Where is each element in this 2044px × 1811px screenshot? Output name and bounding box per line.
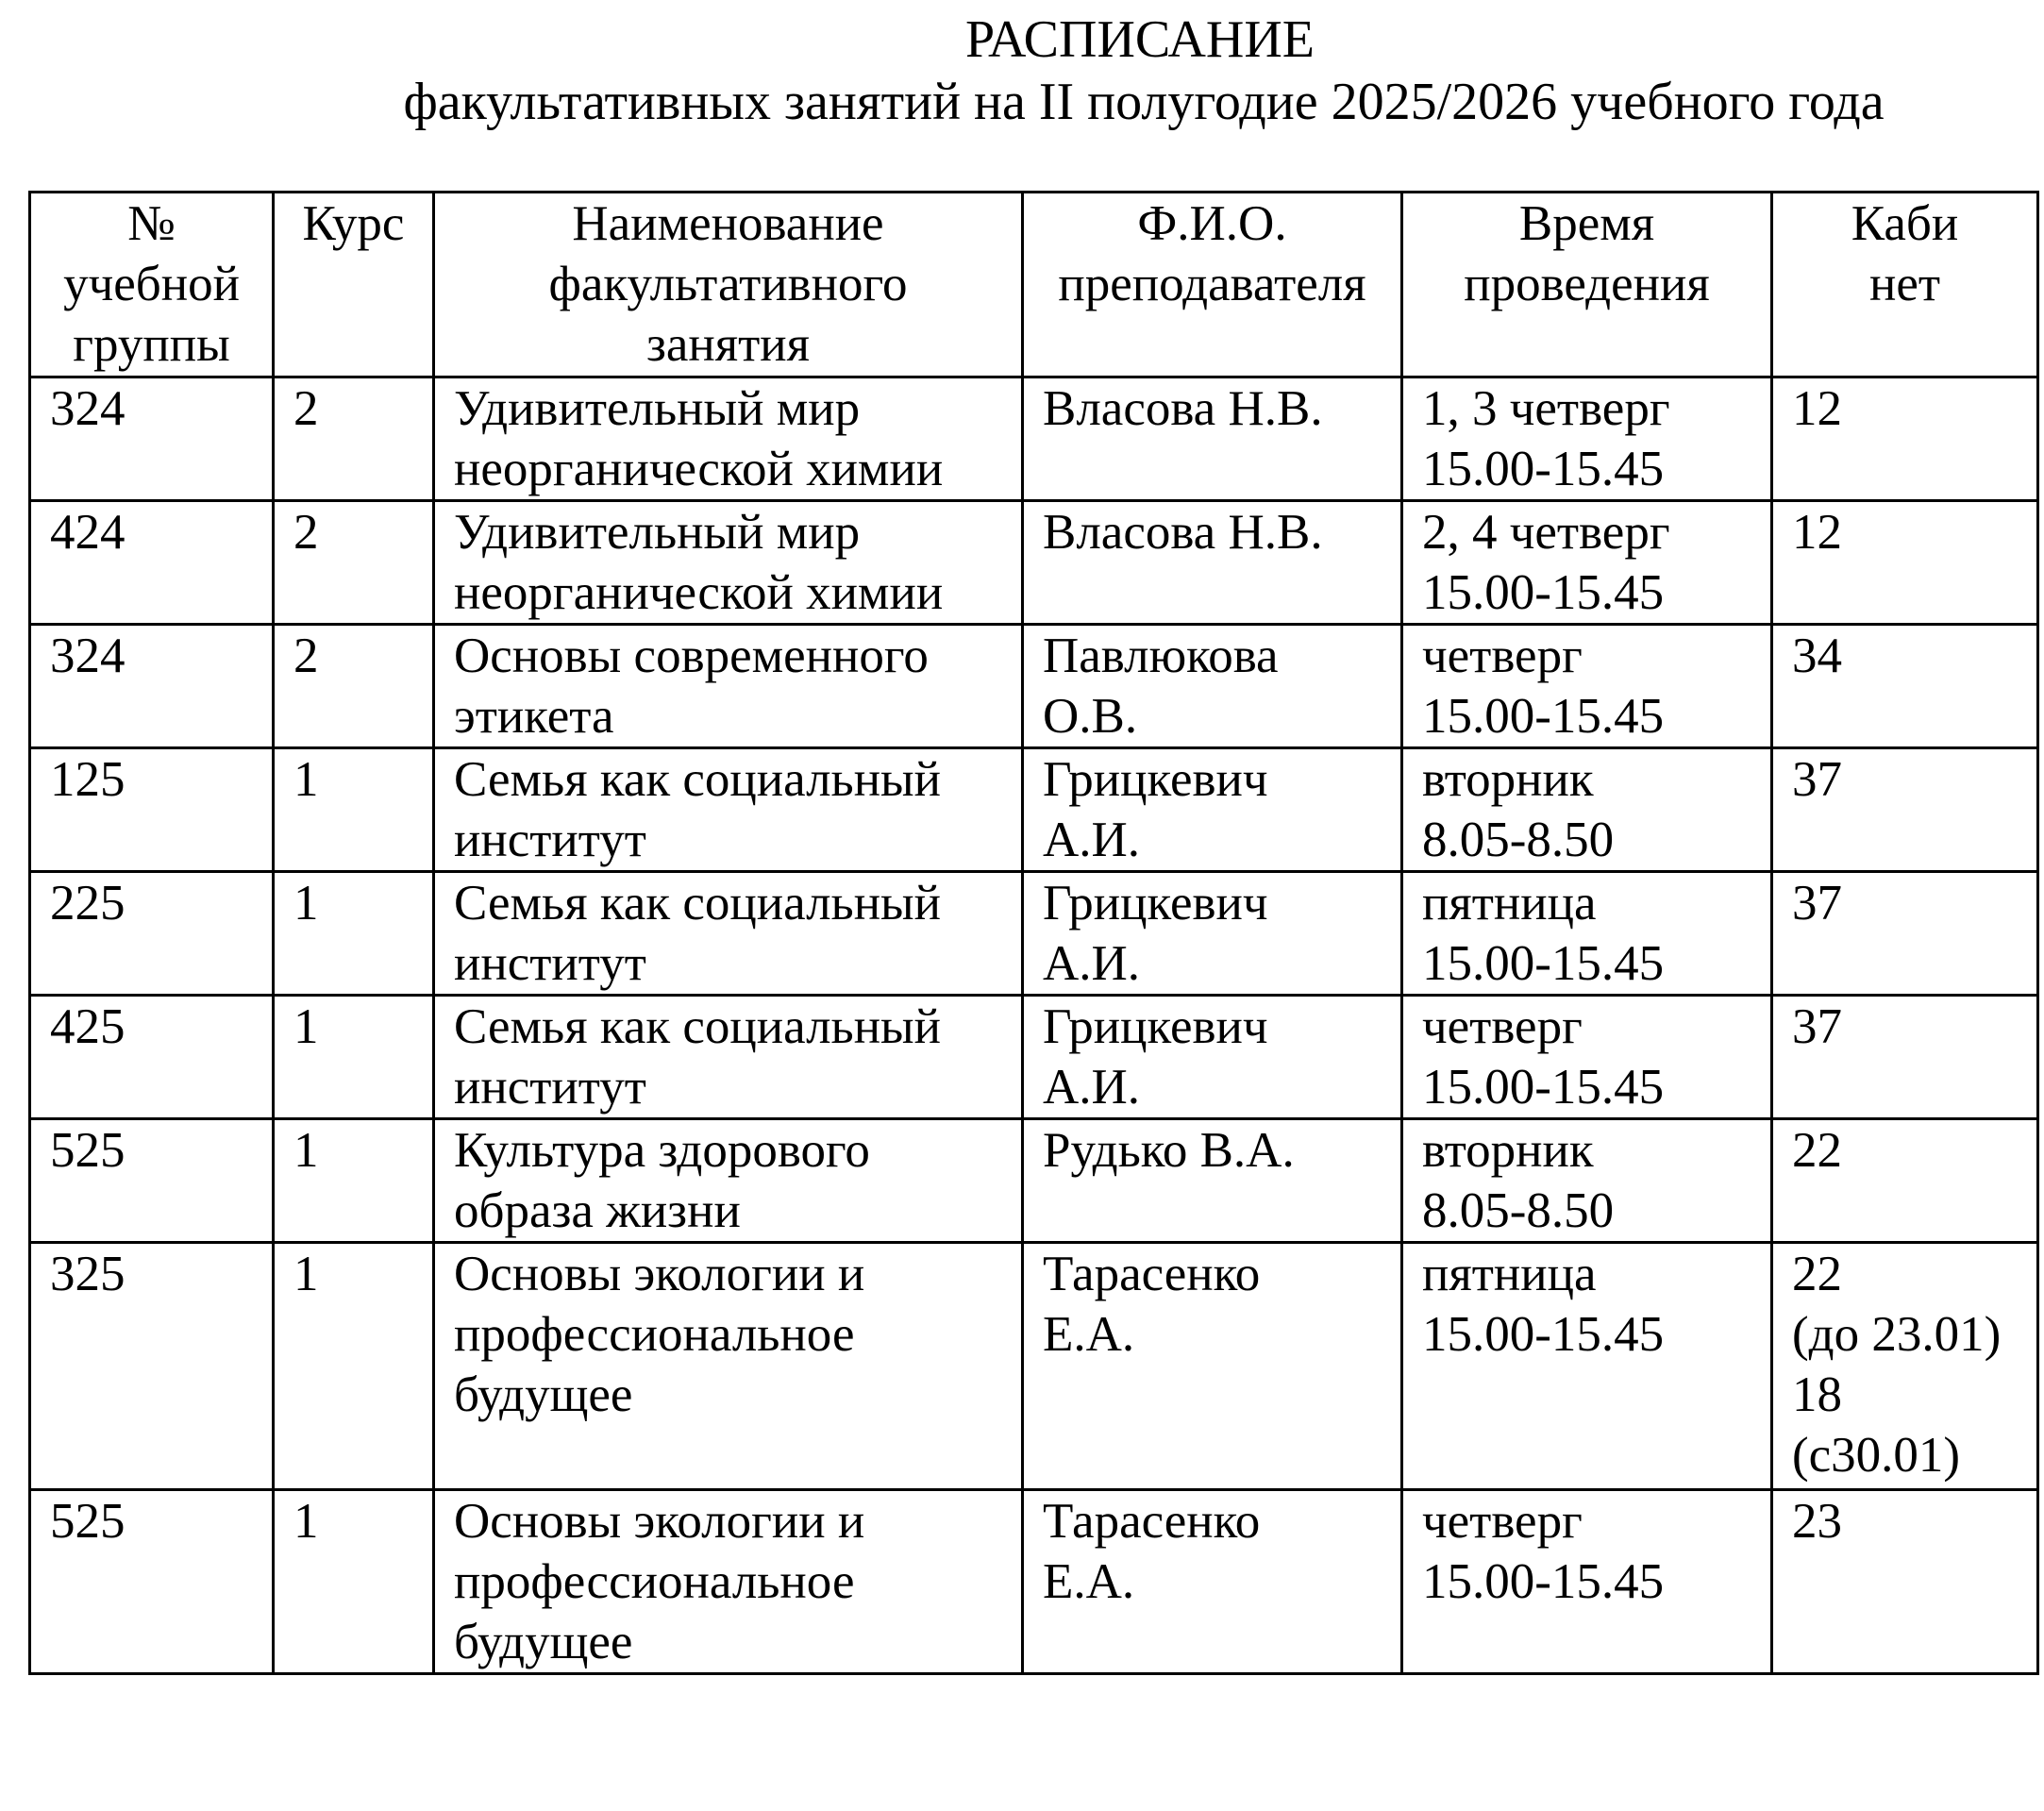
group-value: 325	[50, 1247, 126, 1301]
document-title: РАСПИСАНИЕ	[965, 10, 1315, 69]
room-value: 37	[1792, 752, 1842, 807]
subject-value: Семья как социальный институт	[454, 999, 942, 1115]
course-cell	[274, 872, 434, 996]
teacher-cell	[1023, 501, 1402, 625]
schedule-header	[30, 193, 2038, 377]
group-value: 425	[50, 999, 126, 1054]
time-value: четверг 15.00-15.45	[1422, 629, 1665, 744]
time-value: четверг 15.00-15.45	[1422, 999, 1665, 1115]
course-value: 1	[293, 752, 319, 807]
room-cell	[1772, 501, 2038, 625]
group-value: 525	[50, 1123, 126, 1178]
subject-cell	[434, 1243, 1023, 1490]
group-cell	[30, 1119, 274, 1243]
subject-cell	[434, 996, 1023, 1119]
group-value: 324	[50, 629, 126, 683]
group-cell	[30, 872, 274, 996]
course-value: 1	[293, 1494, 319, 1549]
column-header-course	[274, 193, 434, 377]
room-cell	[1772, 1119, 2038, 1243]
column-header-teacher-label: Ф.И.О. преподавателя	[1058, 196, 1366, 311]
teacher-value: Власова Н.В.	[1043, 381, 1323, 436]
group-cell	[30, 996, 274, 1119]
room-cell	[1772, 625, 2038, 748]
course-cell	[274, 1490, 434, 1674]
time-value: четверг 15.00-15.45	[1422, 1494, 1665, 1609]
teacher-cell	[1023, 377, 1402, 501]
time-cell	[1402, 1243, 1772, 1490]
course-value: 2	[293, 505, 319, 560]
table-row	[30, 501, 2038, 625]
course-value: 1	[293, 1123, 319, 1178]
column-header-group-label: № учебной группы	[63, 196, 240, 372]
group-value: 324	[50, 381, 126, 436]
table-row	[30, 1243, 2038, 1490]
room-value: 12	[1792, 505, 1842, 560]
time-cell	[1402, 501, 1772, 625]
room-value: 37	[1792, 876, 1842, 931]
column-header-room	[1772, 193, 2038, 377]
table-row	[30, 625, 2038, 748]
teacher-value: Павлюкова О.В.	[1043, 629, 1279, 744]
group-value: 125	[50, 752, 126, 807]
course-cell	[274, 1243, 434, 1490]
schedule-table	[28, 191, 2039, 1675]
column-header-time	[1402, 193, 1772, 377]
time-cell	[1402, 1119, 1772, 1243]
teacher-cell	[1023, 996, 1402, 1119]
subject-value: Основы современного этикета	[454, 629, 929, 744]
time-cell	[1402, 377, 1772, 501]
time-value: вторник 8.05-8.50	[1422, 752, 1615, 867]
teacher-value: Грицкевич А.И.	[1043, 876, 1268, 991]
group-value: 525	[50, 1494, 126, 1549]
teacher-cell	[1023, 625, 1402, 748]
room-value: 12	[1792, 381, 1842, 436]
group-cell	[30, 748, 274, 872]
table-row	[30, 1490, 2038, 1674]
time-value: пятница 15.00-15.45	[1422, 876, 1665, 991]
room-cell	[1772, 872, 2038, 996]
time-cell	[1402, 748, 1772, 872]
course-cell	[274, 625, 434, 748]
subject-value: Основы экологии и профессиональное будущее	[454, 1247, 865, 1422]
group-cell	[30, 1243, 274, 1490]
course-value: 2	[293, 381, 319, 436]
subject-cell	[434, 501, 1023, 625]
header-row	[30, 193, 2038, 377]
room-value: 22 (до 23.01) 18 (с30.01)	[1792, 1247, 2002, 1483]
time-cell	[1402, 625, 1772, 748]
time-value: 2, 4 четверг 15.00-15.45	[1422, 505, 1670, 620]
teacher-value: Тарасенко Е.А.	[1043, 1494, 1261, 1609]
room-value: 23	[1792, 1494, 1842, 1549]
teacher-cell	[1023, 872, 1402, 996]
subject-cell	[434, 748, 1023, 872]
table-row	[30, 872, 2038, 996]
room-cell	[1772, 377, 2038, 501]
teacher-value: Грицкевич А.И.	[1043, 999, 1268, 1115]
time-cell	[1402, 996, 1772, 1119]
subject-cell	[434, 1119, 1023, 1243]
table-row	[30, 1119, 2038, 1243]
table-row	[30, 996, 2038, 1119]
subject-value: Удивительный мир неорганической химии	[454, 381, 944, 496]
column-header-group	[30, 193, 274, 377]
room-value: 37	[1792, 999, 1842, 1054]
group-cell	[30, 501, 274, 625]
group-value: 225	[50, 876, 126, 931]
subject-value: Основы экологии и профессиональное будущее	[454, 1494, 865, 1669]
room-value: 22	[1792, 1123, 1842, 1178]
subject-cell	[434, 872, 1023, 996]
teacher-value: Рудько В.А.	[1043, 1123, 1295, 1178]
table-row	[30, 748, 2038, 872]
room-cell	[1772, 996, 2038, 1119]
subject-value: Семья как социальный институт	[454, 876, 942, 991]
teacher-value: Тарасенко Е.А.	[1043, 1247, 1261, 1362]
course-cell	[274, 501, 434, 625]
time-value: 1, 3 четверг 15.00-15.45	[1422, 381, 1670, 496]
schedule-body	[30, 377, 2038, 1674]
room-cell	[1772, 748, 2038, 872]
course-cell	[274, 996, 434, 1119]
time-cell	[1402, 872, 1772, 996]
room-cell	[1772, 1243, 2038, 1490]
teacher-cell	[1023, 748, 1402, 872]
group-cell	[30, 1490, 274, 1674]
column-header-course-label: Курс	[302, 196, 405, 251]
course-value: 2	[293, 629, 319, 683]
teacher-value: Власова Н.В.	[1043, 505, 1323, 560]
room-value: 34	[1792, 629, 1842, 683]
subject-cell	[434, 625, 1023, 748]
column-header-subject-label: Наименование факультативного занятия	[548, 196, 908, 372]
teacher-value: Грицкевич А.И.	[1043, 752, 1268, 867]
group-cell	[30, 625, 274, 748]
time-cell	[1402, 1490, 1772, 1674]
course-cell	[274, 377, 434, 501]
group-value: 424	[50, 505, 126, 560]
course-cell	[274, 1119, 434, 1243]
course-value: 1	[293, 1247, 319, 1301]
course-value: 1	[293, 876, 319, 931]
column-header-teacher	[1023, 193, 1402, 377]
teacher-cell	[1023, 1490, 1402, 1674]
subject-value: Семья как социальный институт	[454, 752, 942, 867]
column-header-time-label: Время проведения	[1464, 196, 1710, 311]
room-cell	[1772, 1490, 2038, 1674]
column-header-subject	[434, 193, 1023, 377]
course-cell	[274, 748, 434, 872]
group-cell	[30, 377, 274, 501]
column-header-room-label: Каби нет	[1851, 196, 1959, 311]
time-value: вторник 8.05-8.50	[1422, 1123, 1615, 1238]
subject-cell	[434, 377, 1023, 501]
teacher-cell	[1023, 1119, 1402, 1243]
subject-cell	[434, 1490, 1023, 1674]
subject-value: Культура здорового образа жизни	[454, 1123, 870, 1238]
teacher-cell	[1023, 1243, 1402, 1490]
course-value: 1	[293, 999, 319, 1054]
time-value: пятница 15.00-15.45	[1422, 1247, 1665, 1362]
subject-value: Удивительный мир неорганической химии	[454, 505, 944, 620]
table-row	[30, 377, 2038, 501]
document-subtitle: факультативных занятий на II полугодие 2025/2026 учебного года	[403, 73, 1885, 131]
